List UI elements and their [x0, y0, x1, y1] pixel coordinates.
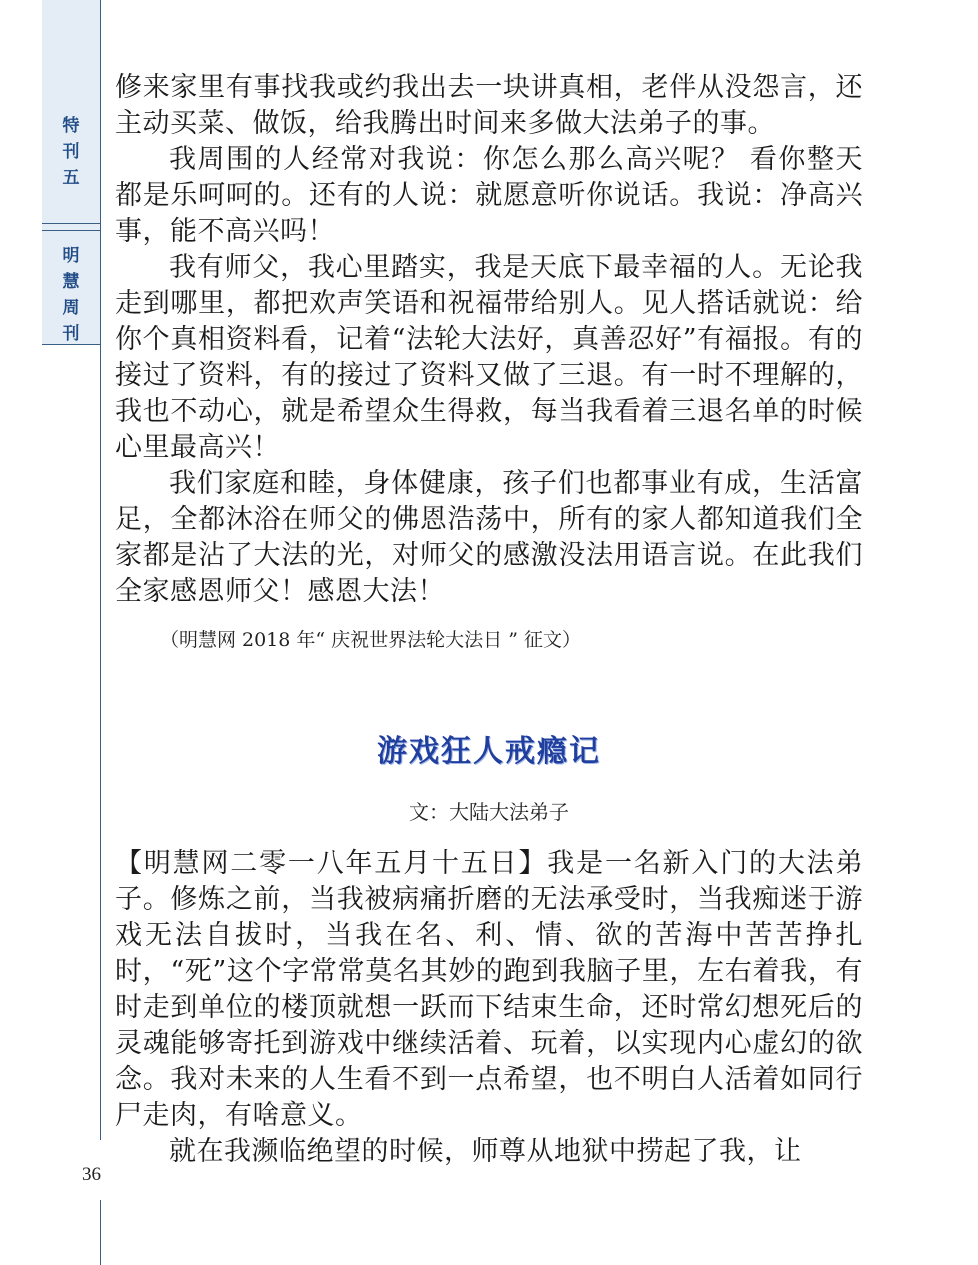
paragraph: 修来家里有事找我或约我出去一块讲真相，老伴从没怨言，还主动买菜、做饭，给我腾出时间来多做大法弟子的事。 — [115, 72, 863, 139]
article-title: 游戏狂人戒瘾记 — [377, 734, 601, 769]
sidebar-label-special-issue: 特 刊 五 — [62, 116, 80, 188]
paragraph: 【明慧网二零一八年五月十五日】我是一名新入门的大法弟子。修炼之前，当我被病痛折磨的无法承受时，当我痴迷于游戏无法自拔时，当我在名、利、情、欲的苦海中苦苦挣扎时，“死”这个字常常莫名其妙的跑到我脑子里，左右着我，有时走到单位的楼顶就想一跃而下结束生命，还时常幻想死后的灵魂能够寄托到游戏中继续活着、玩着，以实现内心虚幻的欲念。我对未来的人生看不到一点希望，也不明白人活着如同行尸走肉，有啥意义。 — [115, 848, 863, 1131]
essay-caption: （明慧网 2018 年“ 庆祝世界法轮大法日 ” 征文） — [160, 629, 581, 651]
paragraph: 就在我濒临绝望的时候，师尊从地狱中捞起了我，让 — [169, 1136, 802, 1167]
article-body — [115, 846, 863, 1170]
sidebar-divider — [42, 223, 100, 224]
article-continued-body — [115, 70, 863, 610]
margin-rule-lower — [100, 1200, 101, 1265]
sidebar-divider — [42, 230, 100, 231]
sidebar-label-weekly: 明 慧 周 刊 — [62, 246, 80, 344]
article-author: 文：大陆大法弟子 — [409, 800, 569, 824]
paragraph: 我周围的人经常对我说：你怎么那么高兴呢？ 看你整天都是乐呵呵的。还有的人说：就愿意听你说话。我说：净高兴事，能不高兴吗！ — [115, 144, 863, 247]
paragraph: 我们家庭和睦，身体健康，孩子们也都事业有成，生活富足，全都沐浴在师父的佛恩浩荡中，所有的家人都知道我们全家都是沾了大法的光，对师父的感激没法用语言说。在此我们全家感恩师父！感恩大法！ — [115, 468, 863, 607]
margin-rule — [100, 0, 101, 1140]
page-number: 36 — [82, 1164, 101, 1185]
paragraph: 我有师父，我心里踏实，我是天底下最幸福的人。无论我走到哪里，都把欢声笑语和祝福带给别人。见人搭话就说：给你个真相资料看，记着“法轮大法好，真善忍好”有福报。有的接过了资料，有的接过了资料又做了三退。有一时不理解的，我也不动心，就是希望众生得救，每当我看着三退名单的时候心里最高兴！ — [115, 252, 863, 463]
